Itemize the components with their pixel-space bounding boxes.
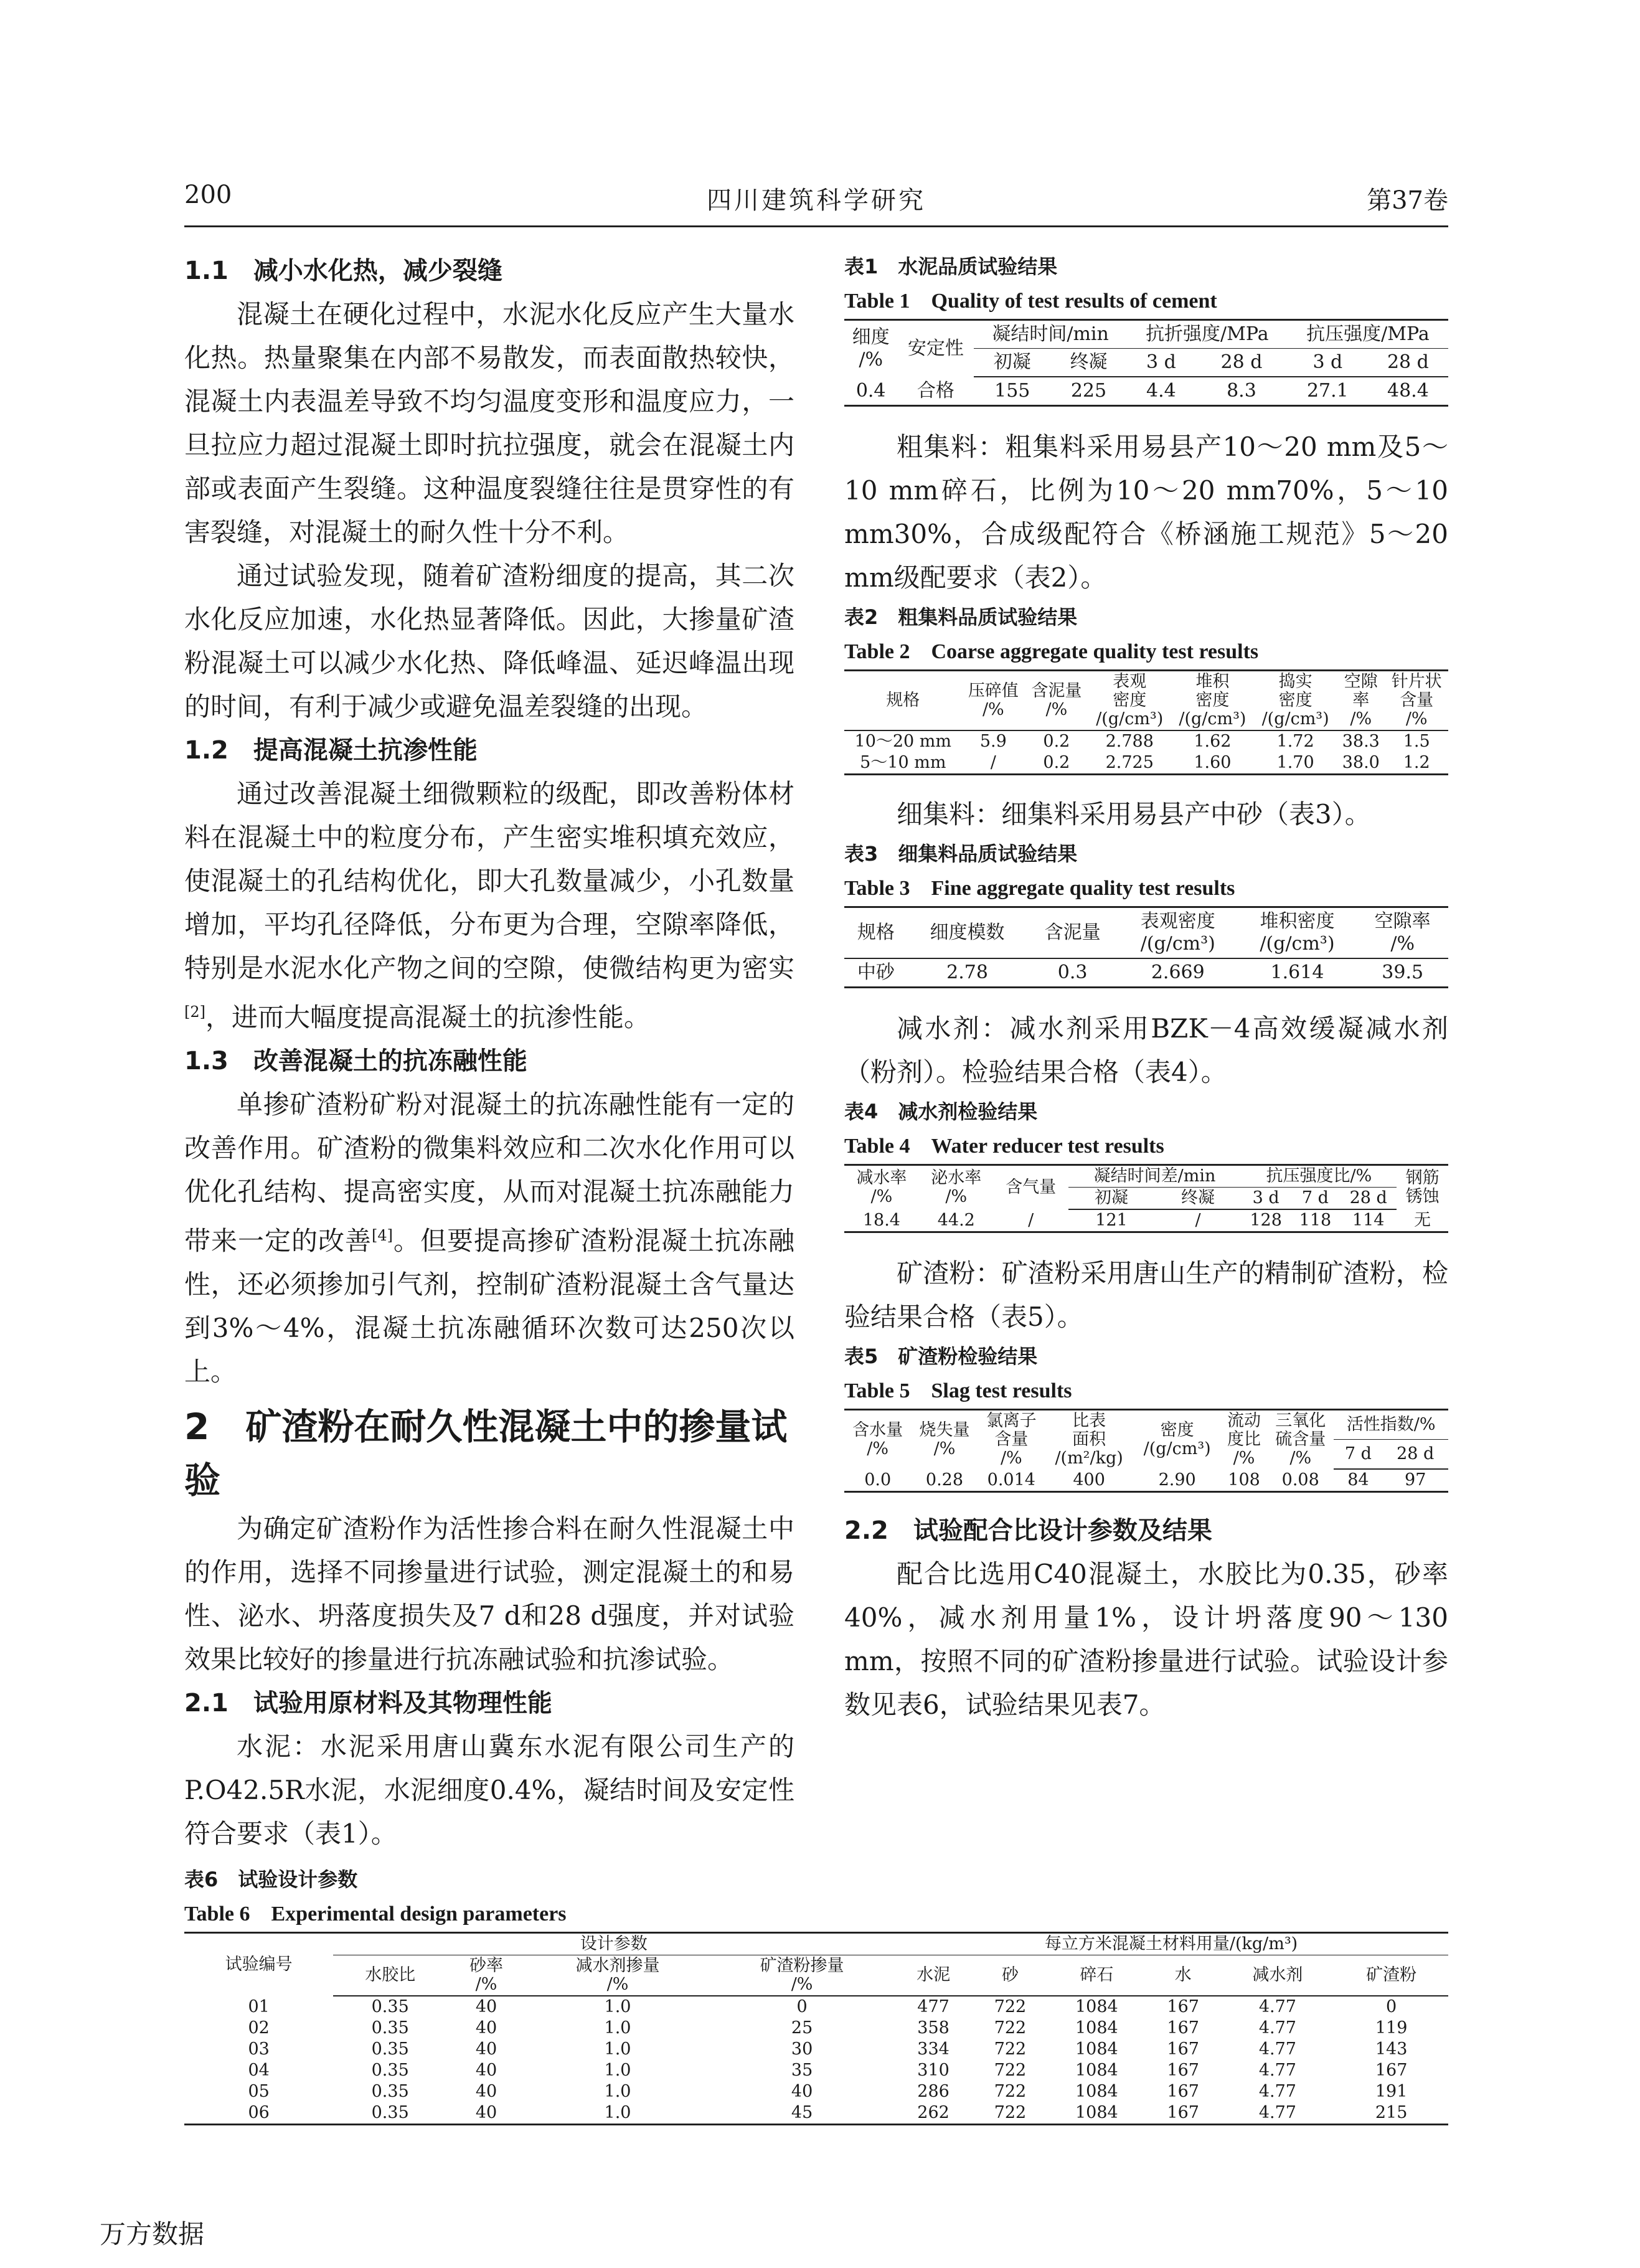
table-5-caption-en: Table 5 Slag test results (844, 1379, 1072, 1402)
header-cell: 抗折强度/MPa (1127, 320, 1288, 349)
text-span: 单掺矿渣粉矿粉对混凝土的抗冻融性能有一定的改善作用。矿渣粉的微集料效应和二次水化作用可以优化孔结构、提高密实度，从而对混凝土抗冻融能力带来一定的改善 (184, 1089, 794, 1256)
header-cell: 凝结时间差/min (1068, 1165, 1242, 1188)
table-cell: 44.2 (919, 1209, 994, 1232)
header-cell: 规格 (844, 671, 962, 731)
table-cell: 167 (1167, 2018, 1199, 2038)
table-cell: 0.35 (371, 2018, 409, 2038)
table-row (184, 2060, 1448, 2081)
table-cell: 38.0 (1337, 752, 1385, 775)
fine-aggregate-paragraph: 细集料：细集料采用易县产中砂（表3）。 (897, 799, 1371, 829)
table-cell: 286 (917, 2082, 950, 2101)
header-cell: 水泥 (894, 1955, 973, 1996)
table-row (184, 2102, 1448, 2125)
header-cell: 初凝 (974, 349, 1050, 377)
header-cell: 活性指数/% (1334, 1410, 1448, 1440)
table-cell: 2.725 (1088, 752, 1171, 775)
table-cell: 215 (1334, 2102, 1448, 2125)
table-2 (844, 669, 1448, 775)
table-cell: 0.35 (371, 1997, 409, 2016)
table-cell: 01 (248, 1996, 270, 2016)
table-cell: 27.1 (1288, 377, 1368, 406)
table-cell: 1.0 (604, 2082, 631, 2101)
slag-paragraph: 矿渣粉：矿渣粉采用唐山生产的精制矿渣粉，检验结果合格（表5）。 (844, 1258, 1448, 1332)
table-cell: 39.5 (1357, 958, 1448, 988)
header-cell: 终凝 (1050, 349, 1127, 377)
table-cell: 40 (475, 2061, 497, 2080)
table-4-caption: 表4 减水剂检验结果 (844, 1100, 1038, 1123)
table-row (184, 2039, 1448, 2060)
header-cell: 砂 (973, 1955, 1048, 1996)
table-cell: 06 (184, 2102, 333, 2125)
table-cell: 0.2 (1043, 732, 1070, 751)
table-cell: 155 (974, 377, 1050, 406)
table-cell: 8.3 (1195, 377, 1288, 406)
header-cell: 捣实 密度 /(g/cm³) (1254, 671, 1337, 731)
table-cell: 225 (1050, 377, 1127, 406)
header-cell: 比表 面积 /(m²/kg) (1045, 1410, 1133, 1470)
table-cell: 40 (475, 1997, 497, 2016)
table-3 (844, 906, 1448, 988)
section-1-1-paragraph-2: 通过试验发现，随着矿渣粉细度的提高，其二次水化反应加速，水化热显著降低。因此，大掺量矿渣粉混凝土可以减少水化热、降低峰温、延迟峰温出现的时间，有利于减少或避免温差裂缝的出现。 (184, 560, 794, 722)
table-row (184, 2081, 1448, 2102)
header-cell: 含气量 (994, 1165, 1068, 1210)
table-cell: 0.35 (333, 2102, 447, 2125)
watermark-footer: 万方数据 (100, 2219, 205, 2249)
table-cell: 45 (710, 2102, 894, 2125)
header-cell: 每立方米混凝土材料用量/(kg/m³) (894, 1933, 1448, 1955)
table-cell: 722 (994, 2039, 1027, 2059)
table-cell: 191 (1375, 2082, 1408, 2101)
citation: [2] (184, 1003, 205, 1021)
table-cell: / (994, 1209, 1068, 1232)
left-column (184, 249, 794, 1856)
table-cell: 35 (791, 2061, 813, 2080)
table-cell: 310 (917, 2061, 950, 2080)
table-3-caption-en: Table 3 Fine aggregate quality test results (844, 877, 1235, 900)
header-cell: 设计参数 (333, 1933, 894, 1955)
table-cell: 167 (1167, 2061, 1199, 2080)
table-cell: 4.77 (1258, 2018, 1296, 2038)
table-5-caption: 表5 矿渣粉检验结果 (844, 1344, 1038, 1368)
section-1-3-paragraph (184, 1083, 794, 1394)
table-cell: 0.0 (844, 1469, 911, 1492)
table-4-caption-en: Table 4 Water reducer test results (844, 1135, 1164, 1158)
table-cell: 1.62 (1194, 732, 1232, 751)
table-cell: 40 (475, 2018, 497, 2038)
table-cell: 0.014 (978, 1469, 1045, 1492)
table-cell: 0 (796, 1997, 808, 2016)
table-cell: 722 (994, 2082, 1027, 2101)
header-cell: 凝结时间/min (974, 320, 1126, 349)
table-cell: 1084 (1075, 2018, 1118, 2038)
table-row (844, 752, 1448, 775)
table-cell: 114 (1340, 1209, 1397, 1232)
table-cell: 167 (1167, 1997, 1199, 2016)
table-1-caption: 表1 水泥品质试验结果 (844, 255, 1058, 278)
table-cell: 167 (1375, 2061, 1408, 2080)
header-cell: 28 d (1382, 1440, 1448, 1469)
table-cell: 1.0 (604, 1997, 631, 2016)
table-cell: 0.35 (371, 2061, 409, 2080)
header-cell: 安定性 (897, 320, 974, 377)
header-cell: 矿渣粉掺量 /% (710, 1955, 894, 1996)
table-cell: 97 (1382, 1469, 1448, 1492)
table-cell: 84 (1334, 1469, 1382, 1492)
table-cell: 1.0 (604, 2039, 631, 2059)
section-1-1-paragraph-1: 混凝土在硬化过程中，水泥水化反应产生大量水化热。热量聚集在内部不易散发，而表面散热较快，混凝土内表温差导致不均匀温度变形和温度应力，一旦拉应力超过混凝土即时抗拉强度，就会在混凝土内部或表面产生裂缝。这种温度裂缝往往是贯穿性的有害裂缝，对混凝土的耐久性十分不利。 (184, 299, 794, 547)
table-cell: 143 (1375, 2039, 1408, 2059)
table-1 (844, 319, 1448, 407)
table-cell: 1.60 (1171, 752, 1254, 775)
header-cell: 7 d (1291, 1188, 1340, 1210)
table-cell: 0.2 (1025, 752, 1088, 775)
table-cell: / (962, 752, 1025, 775)
header-cell: 针片状 含量 /% (1385, 671, 1448, 731)
citation: [4] (372, 1227, 393, 1244)
section-1-2-paragraph (184, 772, 794, 1039)
header-cell: 泌水率 /% (919, 1165, 994, 1210)
table-3-caption: 表3 细集料品质试验结果 (844, 842, 1078, 866)
header-cell: 砂率 /% (447, 1955, 525, 1996)
running-header (184, 176, 1448, 227)
journal-title: 四川建筑科学研究 (707, 186, 926, 215)
table-cell: 1.0 (604, 2018, 631, 2038)
text-span: 。但要提高掺矿渣粉混凝土抗冻融性，还必须掺加引气剂，控制矿渣粉混凝土含气量达到3%～4%，混凝土抗冻融循环次数可达250次以上。 (184, 1226, 794, 1387)
table-cell: 0 (1386, 1997, 1397, 2016)
header-cell: 三氧化 硫含量 /% (1267, 1410, 1334, 1470)
water-reducer-paragraph: 减水剂：减水剂采用BZK－4高效缓凝减水剂（粉剂）。检验结果合格（表4）。 (844, 1013, 1448, 1087)
table-6 (184, 1932, 1448, 2125)
table-cell: 1.72 (1276, 732, 1314, 751)
page-number: 200 (184, 181, 232, 209)
table-cell: 02 (248, 2018, 270, 2038)
table-cell: 5～10 mm (844, 752, 962, 775)
header-cell: 28 d (1195, 349, 1288, 377)
header-cell: 28 d (1368, 349, 1448, 377)
table-cell: 477 (917, 1997, 950, 2016)
table-cell: 108 (1221, 1469, 1267, 1492)
table-cell: 4.77 (1258, 2082, 1296, 2101)
table-cell: 无 (1397, 1209, 1448, 1232)
right-column (844, 249, 1448, 1727)
table-cell: 4.4 (1127, 377, 1195, 406)
header-cell: 堆积 密度 /(g/cm³) (1171, 671, 1254, 731)
table-cell: 119 (1375, 2018, 1408, 2038)
table-cell: 2.78 (908, 958, 1027, 988)
table-cell: 48.4 (1368, 377, 1448, 406)
section-2-2-title: 2.2 试验配合比设计参数及结果 (844, 1516, 1212, 1545)
table-cell: 167 (1167, 2039, 1199, 2059)
table-1-caption-en: Table 1 Quality of test results of cement (844, 290, 1217, 313)
text-span: ，进而大幅度提高混凝土的抗渗性能。 (205, 1002, 651, 1032)
header-cell: 减水剂 (1221, 1955, 1335, 1996)
table-row (844, 1209, 1448, 1232)
table-cell: 722 (994, 2061, 1027, 2080)
header-cell: 含水量 /% (844, 1410, 911, 1470)
table-cell: 2.90 (1133, 1469, 1221, 1492)
table-cell: 358 (917, 2018, 950, 2038)
table-cell: 合格 (897, 377, 974, 406)
table-6-caption: 表6 试验设计参数 (184, 1868, 358, 1891)
header-cell: 规格 (844, 907, 908, 959)
table-row (844, 958, 1448, 988)
header-cell: 烧失量 /% (911, 1410, 978, 1470)
table-cell: 4.77 (1221, 2102, 1335, 2125)
header-cell: 钢筋 锈蚀 (1397, 1165, 1448, 1210)
table-cell: 4.77 (1258, 2061, 1296, 2080)
header-cell: 含泥量 (1027, 907, 1118, 959)
table-6-block (184, 1862, 1448, 2125)
header-cell: 3 d (1127, 349, 1195, 377)
table-cell: 0.28 (911, 1469, 978, 1492)
table-cell: 1.0 (604, 2061, 631, 2080)
section-2-paragraph: 为确定矿渣粉作为活性掺合料在耐久性混凝土中的作用，选择不同掺量进行试验，测定混凝土的和易性、泌水、坍落度损失及7 d和28 d强度，并对试验效果比较好的掺量进行抗冻融试验和抗渗试验。 (184, 1513, 794, 1675)
table-cell: 128 (1242, 1209, 1291, 1232)
table-cell: 0.4 (844, 377, 897, 406)
table-cell: 262 (894, 2102, 973, 2125)
header-cell: 表观密度 /(g/cm³) (1118, 907, 1238, 959)
table-cell: 722 (973, 2102, 1048, 2125)
header-cell: 试验编号 (184, 1933, 333, 1996)
table-cell: 1084 (1075, 1997, 1118, 2016)
header-cell: 细度模数 (908, 907, 1027, 959)
header-cell: 7 d (1334, 1440, 1382, 1469)
header-cell: 堆积密度 /(g/cm³) (1238, 907, 1357, 959)
table-cell: 中砂 (844, 958, 908, 988)
table-cell: 1.0 (525, 2102, 710, 2125)
header-cell: 矿渣粉 (1334, 1955, 1448, 1996)
header-cell: 细度 /% (844, 320, 897, 377)
header-cell: 初凝 (1068, 1188, 1155, 1210)
table-cell: 4.77 (1258, 1997, 1296, 2016)
table-cell: 722 (994, 2018, 1027, 2038)
header-cell: 减水率 /% (844, 1165, 919, 1210)
section-2-title: 2 矿渣粉在耐久性混凝土中的掺量试验 (184, 1406, 788, 1501)
header-cell: 密度 /(g/cm³) (1133, 1410, 1221, 1470)
table-cell: 118 (1291, 1209, 1340, 1232)
table-cell: 1084 (1048, 2102, 1146, 2125)
section-1-1-title: 1.1 减小水化热，减少裂缝 (184, 257, 502, 285)
header-cell: 3 d (1288, 349, 1368, 377)
header-cell: 流动 度比 /% (1221, 1410, 1267, 1470)
table-cell: 1.5 (1403, 732, 1430, 751)
table-5 (844, 1409, 1448, 1493)
table-cell: 121 (1068, 1209, 1155, 1232)
header-cell: 减水剂掺量 /% (525, 1955, 710, 1996)
header-cell: 氯离子 含量 /% (978, 1410, 1045, 1470)
table-cell: 4.77 (1258, 2039, 1296, 2059)
table-6-caption-en: Table 6 Experimental design parameters (184, 1902, 567, 1925)
section-2-2-paragraph: 配合比选用C40混凝土，水胶比为0.35，砂率40%，减水剂用量1%，设计坍落度90～130 mm，按照不同的矿渣粉掺量进行试验。试验设计参数见表6，试验结果见表7。 (844, 1559, 1448, 1720)
table-2-caption-en: Table 2 Coarse aggregate quality test results (844, 640, 1259, 663)
volume-label: 第37卷 (1367, 186, 1448, 215)
table-cell: 1.70 (1254, 752, 1337, 775)
table-cell: 1.614 (1238, 958, 1357, 988)
header-cell: 抗压强度比/% (1242, 1165, 1397, 1188)
table-row (844, 377, 1448, 406)
section-2-1-title: 2.1 试验用原材料及其物理性能 (184, 1689, 552, 1718)
table-cell: 2.788 (1105, 732, 1154, 751)
header-cell: 水 (1146, 1955, 1221, 1996)
table-row (184, 2018, 1448, 2039)
text-span: 通过改善混凝土细微颗粒的级配，即改善粉体材料在混凝土中的粒度分布，产生密实堆积填充效应，使混凝土的孔结构优化，即大孔数量减少，小孔数量增加，平均孔径降低，分布更为合理，空隙率降低，特别是水泥水化产物之间的空隙，使微结构更为密实 (184, 778, 794, 983)
header-cell: 抗压强度/MPa (1288, 320, 1448, 349)
header-cell: 终凝 (1155, 1188, 1242, 1210)
table-cell: / (1155, 1209, 1242, 1232)
table-cell: 722 (994, 1997, 1027, 2016)
table-4 (844, 1164, 1448, 1233)
header-cell: 空隙 率 /% (1337, 671, 1385, 731)
table-cell: 1084 (1075, 2082, 1118, 2101)
table-cell: 400 (1045, 1469, 1133, 1492)
section-1-2-title: 1.2 提高混凝土抗渗性能 (184, 736, 478, 765)
coarse-aggregate-paragraph: 粗集料：粗集料采用易县产10～20 mm及5～10 mm碎石，比例为10～20 mm70%，5～10 mm30%，合成级配符合《桥涵施工规范》5～20 mm级配要求（表2）。 (844, 432, 1448, 593)
table-cell: 1.2 (1385, 752, 1448, 775)
table-row (844, 730, 1448, 752)
table-row (844, 1469, 1448, 1492)
header-cell: 3 d (1242, 1188, 1291, 1210)
table-cell: 334 (917, 2039, 950, 2059)
table-cell: 40 (475, 2082, 497, 2101)
table-cell: 5.9 (979, 732, 1007, 751)
header-cell: 空隙率 /% (1357, 907, 1448, 959)
table-2-caption: 表2 粗集料品质试验结果 (844, 605, 1078, 629)
table-cell: 0.3 (1027, 958, 1118, 988)
table-cell: 30 (791, 2039, 813, 2059)
table-cell: 167 (1167, 2082, 1199, 2101)
table-cell: 40 (791, 2082, 813, 2101)
header-cell: 碎石 (1048, 1955, 1146, 1996)
table-cell: 2.669 (1118, 958, 1238, 988)
table-cell: 167 (1146, 2102, 1221, 2125)
table-row (184, 1996, 1448, 2018)
table-cell: 0.08 (1267, 1469, 1334, 1492)
table-cell: 38.3 (1342, 732, 1380, 751)
header-cell: 28 d (1340, 1188, 1397, 1210)
table-cell: 40 (447, 2102, 525, 2125)
header-cell: 水胶比 (333, 1955, 447, 1996)
header-cell: 含泥量 /% (1025, 671, 1088, 731)
table-cell: 1084 (1075, 2061, 1118, 2080)
table-cell: 1084 (1075, 2039, 1118, 2059)
table-cell: 18.4 (844, 1209, 919, 1232)
cement-paragraph: 水泥：水泥采用唐山冀东水泥有限公司生产的P.O42.5R水泥，水泥细度0.4%，凝结时间及安定性符合要求（表1）。 (184, 1731, 794, 1849)
table-cell: 04 (248, 2061, 270, 2080)
header-cell: 表观 密度 /(g/cm³) (1088, 671, 1171, 731)
table-cell: 0.35 (371, 2039, 409, 2059)
table-cell: 10～20 mm (854, 732, 952, 751)
table-cell: 40 (475, 2039, 497, 2059)
header-cell: 压碎值 /% (962, 671, 1025, 731)
table-cell: 25 (791, 2018, 813, 2038)
table-cell: 03 (248, 2039, 270, 2059)
section-1-3-title: 1.3 改善混凝土的抗冻融性能 (184, 1047, 527, 1075)
table-cell: 05 (248, 2082, 270, 2101)
table-cell: 0.35 (371, 2082, 409, 2101)
